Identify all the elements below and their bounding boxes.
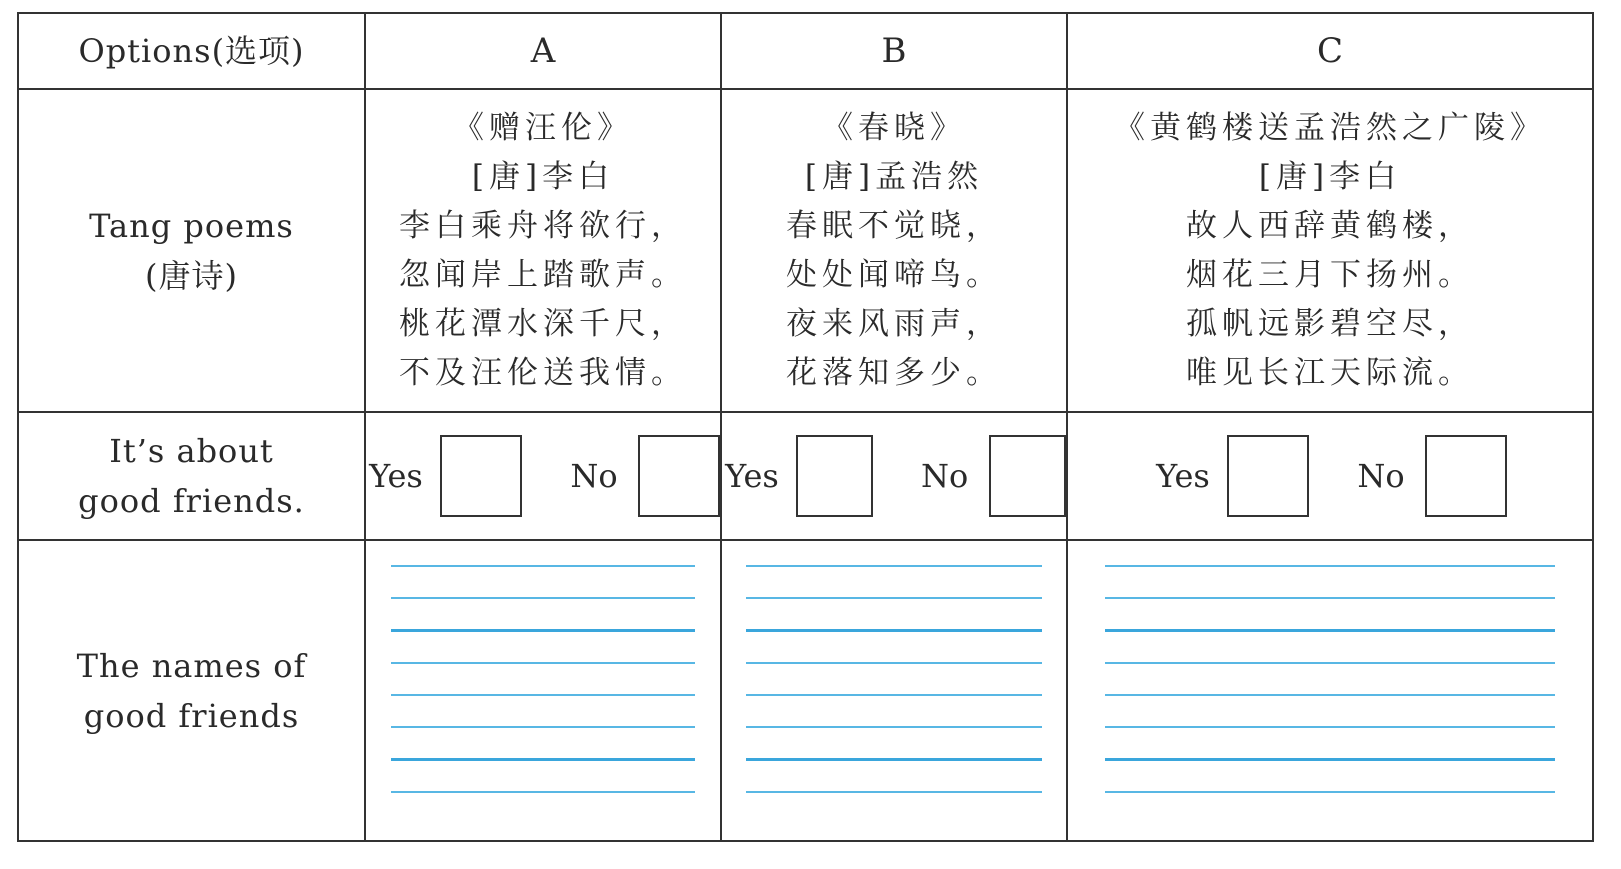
poem-a-cell xyxy=(365,89,721,412)
poem-line: 忽闻岸上踏歌声。 xyxy=(399,256,687,293)
poem-author: [唐]李白 xyxy=(471,158,615,195)
yes-checkbox-c[interactable] xyxy=(1227,435,1309,517)
writing-baseline xyxy=(746,629,1042,632)
writing-baseline xyxy=(746,758,1042,761)
writing-line xyxy=(391,726,695,728)
no-checkbox-a[interactable] xyxy=(638,435,720,517)
friend-names-label-cell xyxy=(18,540,365,841)
writing-lines xyxy=(1105,559,1556,793)
writing-line xyxy=(746,662,1042,664)
good-friends-label-line-1: It’s about xyxy=(109,432,274,471)
no-checkbox-b[interactable] xyxy=(989,435,1066,517)
writing-line xyxy=(746,726,1042,728)
column-b-header-cell xyxy=(721,13,1067,89)
poem-line: 夜来风雨声， xyxy=(786,305,1002,342)
writing-baseline xyxy=(1105,758,1556,761)
names-writing-area-c[interactable] xyxy=(1067,540,1593,841)
answer-b-cell xyxy=(721,412,1067,540)
writing-baseline xyxy=(391,758,695,761)
answer-c-cell xyxy=(1067,412,1593,540)
writing-lines xyxy=(391,559,695,793)
poem-author: [唐]孟浩然 xyxy=(804,158,984,195)
poem-author: [唐]李白 xyxy=(1258,158,1402,195)
poem-line: 处处闻啼鸟。 xyxy=(786,256,1002,293)
writing-line xyxy=(1105,694,1556,696)
poem-line: 不及汪伦送我情。 xyxy=(399,354,687,391)
good-friends-row xyxy=(18,412,1593,540)
no-label: No xyxy=(920,457,969,496)
tang-poems-row xyxy=(18,89,1593,412)
poem-worksheet-table xyxy=(17,12,1594,842)
answer-a-cell xyxy=(365,412,721,540)
writing-baseline xyxy=(1105,629,1556,632)
poem-a xyxy=(366,104,720,398)
writing-line xyxy=(1105,791,1556,793)
writing-line xyxy=(1105,726,1556,728)
poem-line: 春眠不觉晓， xyxy=(786,207,1002,244)
yes-label: Yes xyxy=(369,457,423,496)
poem-b-cell xyxy=(721,89,1067,412)
writing-line xyxy=(1105,597,1556,599)
writing-line xyxy=(391,791,695,793)
yes-label: Yes xyxy=(1156,457,1210,496)
no-label: No xyxy=(1357,457,1405,496)
writing-line xyxy=(746,565,1042,567)
poem-c-cell xyxy=(1067,89,1593,412)
tang-poems-label-en: Tang poems xyxy=(89,206,294,245)
yes-checkbox-b[interactable] xyxy=(796,435,873,517)
poem-c xyxy=(1068,104,1592,398)
column-c-header-cell xyxy=(1067,13,1593,89)
poem-line: 花落知多少。 xyxy=(786,354,1002,391)
poem-title: 《赠汪伦》 xyxy=(453,109,633,146)
options-header-cell xyxy=(18,13,365,89)
friend-names-row xyxy=(18,540,1593,841)
names-writing-area-a[interactable] xyxy=(365,540,721,841)
tang-poems-label-zh: (唐诗) xyxy=(145,256,238,295)
yes-label: Yes xyxy=(725,457,779,496)
writing-line xyxy=(1105,662,1556,664)
column-a-label: A xyxy=(530,31,556,72)
tang-poems-label-cell xyxy=(18,89,365,412)
friend-names-label-line-1: The names of xyxy=(76,646,307,685)
writing-line xyxy=(746,597,1042,599)
options-header-label: Options(选项) xyxy=(78,32,305,71)
header-row xyxy=(18,13,1593,89)
column-c-label: C xyxy=(1316,31,1343,72)
good-friends-label-cell xyxy=(18,412,365,540)
poem-line: 李白乘舟将欲行， xyxy=(399,207,687,244)
writing-line xyxy=(391,662,695,664)
writing-line xyxy=(391,565,695,567)
no-label: No xyxy=(570,457,618,496)
writing-line xyxy=(391,597,695,599)
yes-checkbox-a[interactable] xyxy=(440,435,522,517)
writing-lines xyxy=(746,559,1042,793)
poem-line: 孤帆远影碧空尽， xyxy=(1186,305,1474,342)
names-writing-area-b[interactable] xyxy=(721,540,1067,841)
writing-line xyxy=(1105,565,1556,567)
friend-names-label-line-2: good friends xyxy=(83,696,300,735)
good-friends-label-line-2: good friends. xyxy=(78,482,305,521)
column-b-label: B xyxy=(881,31,907,72)
poem-line: 故人西辞黄鹤楼， xyxy=(1186,207,1474,244)
yes-no-group-a xyxy=(366,435,720,517)
poem-title: 《春晓》 xyxy=(822,109,966,146)
poem-b xyxy=(722,104,1066,398)
no-checkbox-c[interactable] xyxy=(1425,435,1507,517)
poem-title: 《黄鹤楼送孟浩然之广陵》 xyxy=(1114,109,1546,146)
yes-no-group-b xyxy=(722,435,1066,517)
writing-line xyxy=(746,694,1042,696)
writing-line xyxy=(746,791,1042,793)
yes-no-group-c xyxy=(1068,435,1592,517)
poem-line: 唯见长江天际流。 xyxy=(1186,354,1474,391)
column-a-header-cell xyxy=(365,13,721,89)
writing-line xyxy=(391,694,695,696)
writing-baseline xyxy=(391,629,695,632)
poem-line: 烟花三月下扬州。 xyxy=(1186,256,1474,293)
poem-line: 桃花潭水深千尺， xyxy=(399,305,687,342)
